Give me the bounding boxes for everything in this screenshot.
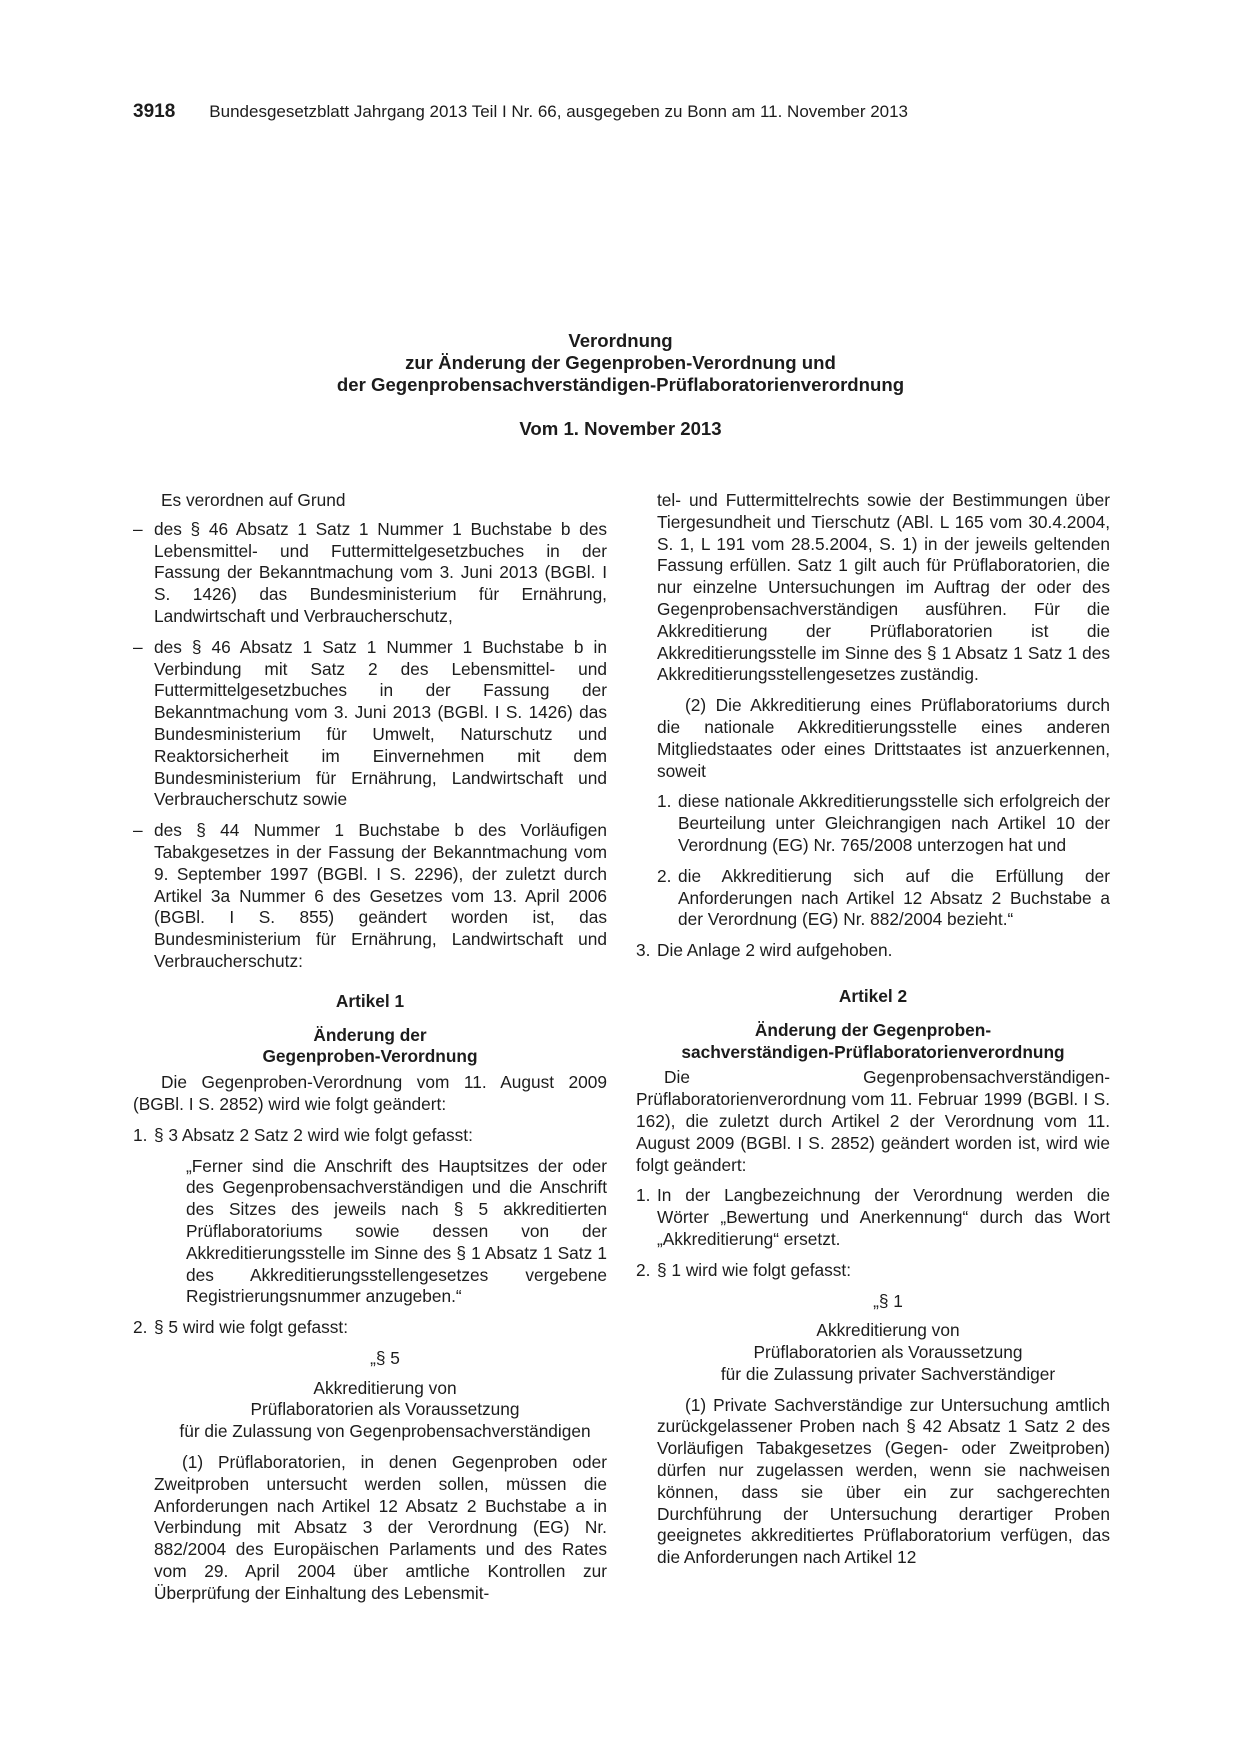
legal-basis-text: des § 46 Absatz 1 Satz 1 Nummer 1 Buchstabe b in Verbindung mit Satz 2 des Lebensmittel- und Futtermittelgesetzbuches in der Fassung der Bekanntmachung vom 3. Juni 2013 (BGBl. I S. 1426) das Bundesministerium für Umwelt, Naturschutz und Reaktorsicherheit im Einvernehmen mit dem Bundesministerium für Ernährung, Landwirtschaft und Verbraucherschutz sowie <box>154 636 607 810</box>
article-2-title-line-1: Änderung der Gegenproben- <box>754 1019 992 1040</box>
section-paragraph-2: (2) Die Akkreditierung eines Prüflaboratoriums durch die nationale Akkreditierungsstelle eines anderen Mitgliedstaates oder eines Drittstaates ist anzuerkennen, soweit <box>657 695 1110 781</box>
condition-text: diese nationale Akkreditierungsstelle sich erfolgreich der Beurteilung unter Gleichrangigen nach Artikel 10 der Verordnung (EG) Nr. 765/2008 unterzogen hat und <box>678 791 1110 855</box>
section-paragraph-1: (1) Private Sachverständige zur Untersuchung amtlich zurückgelassener Proben nach § 42 Absatz 1 Satz 2 des Vorläufigen Tabakgesetzes (Gegen- oder Zweitproben) dürfen nur zugelassen werden, wenn sie nachweisen können, dass sie über ein zur sachgerechten Durchführung der Untersuchung derartiger Proben geeignetes akkreditiertes Prüflaboratorium verfügen, das die Anforderungen nach Artikel 12 <box>657 1394 1110 1568</box>
item-number: 1. <box>657 791 672 812</box>
legal-basis-text: des § 46 Absatz 1 Satz 1 Nummer 1 Buchstabe b des Lebensmittel- und Futtermittelgesetzbuches in der Fassung der Bekanntmachung vom 3. Juni 2013 (BGBl. I S. 1426) das Bundesministerium für Ernährung, Landwirtschaft und Verbraucherschutz, <box>154 518 607 626</box>
article-1-heading: Artikel 1 <box>335 990 405 1011</box>
title-line-2: zur Änderung der Gegenproben-Verordnung und <box>405 352 836 373</box>
article-1-intro: Die Gegenproben-Verordnung vom 11. August 2009 (BGBl. I S. 2852) wird wie folgt geändert: <box>133 1072 607 1114</box>
section-sign: „§ 5 <box>370 1347 400 1368</box>
section-title-line-3: für die Zulassung von Gegenprobensachverständigen <box>179 1421 591 1442</box>
section-paragraph-1-continued: tel- und Futtermittelrechts sowie der Bestimmungen über Tiergesundheit und Tierschutz (ABl. L 165 vom 30.4.2004, S. 1, L 191 vom 28.5.2004, S. 1) in der jeweils geltenden Fassung erfüllen. Satz 1 gilt auch für Prüflaboratorien, die nur einzelne Untersuchungen im Auftrag der oder des Gegenprobensachverständigen ausführen. Für die Akkreditierung der Prüflaboratorien ist die Akkreditierungsstelle im Sinne des § 1 Absatz 1 Satz 1 des Akkreditierungsstellengesetzes zuständig. <box>657 490 1110 685</box>
amendment-quote: „Ferner sind die Anschrift des Hauptsitzes der oder des Gegenprobensachverständigen und die Anschrift des Sitzes des jeweils nach § 5 akkreditierten Prüflaboratoriums sowie dessen von der Akkreditierungsstelle im Sinne des § 1 Absatz 1 Satz 1 des Akkreditierungsstellengesetzes vergebene Registrierungsnummer anzugeben.“ <box>186 1155 607 1307</box>
document-title <box>0 330 1241 440</box>
intro-text: Es verordnen auf Grund <box>161 490 346 510</box>
item-number: 2. <box>133 1317 148 1338</box>
legal-basis-item-3 <box>133 820 607 973</box>
section-title-line-1: Akkreditierung von <box>313 1377 457 1398</box>
section-sign: „§ 1 <box>873 1290 903 1311</box>
amendment-text: § 3 Absatz 2 Satz 2 wird wie folgt gefasst: <box>154 1124 473 1145</box>
condition-item-2 <box>657 866 1110 931</box>
amendment-text: § 1 wird wie folgt gefasst: <box>657 1259 852 1280</box>
article-1-title-line-1: Änderung der <box>313 1024 427 1045</box>
dash-marker: – <box>133 820 143 841</box>
legal-basis-item-2 <box>133 637 607 811</box>
item-number: 2. <box>636 1259 651 1280</box>
section-title-line-1: Akkreditierung von <box>816 1320 960 1341</box>
amendment-text: § 5 wird wie folgt gefasst: <box>154 1317 349 1338</box>
title-line-3: der Gegenprobensachverständigen-Prüflaboratorienverordnung <box>336 374 905 395</box>
right-column <box>636 490 1110 1569</box>
document-date: Vom 1. November 2013 <box>519 418 722 439</box>
item-number: 3. <box>636 940 651 961</box>
left-column <box>133 490 607 1605</box>
amendment-item-3 <box>636 940 1110 962</box>
legal-basis-item-1 <box>133 519 607 628</box>
item-number: 2. <box>657 865 672 886</box>
amendment-item-1 <box>636 1185 1110 1250</box>
page-number: 3918 <box>133 101 176 122</box>
publication-line: Bundesgesetzblatt Jahrgang 2013 Teil I Nr. 66, ausgegeben zu Bonn am 11. November 2013 <box>209 102 909 121</box>
legal-basis-text: des § 44 Nummer 1 Buchstabe b des Vorläufigen Tabakgesetzes in der Fassung der Bekanntmachung vom 9. September 1997 (BGBl. I S. 2296), der zuletzt durch Artikel 3a Nummer 6 des Gesetzes vom 13. April 2006 (BGBl. I S. 855) geändert worden ist, das Bundesministerium für Ernährung, Landwirtschaft und Verbraucherschutz: <box>154 820 607 971</box>
condition-item-1 <box>657 791 1110 856</box>
amendment-item-1 <box>133 1125 607 1147</box>
title-line-1: Verordnung <box>568 330 673 351</box>
section-paragraph-1: (1) Prüflaboratorien, in denen Gegenproben oder Zweitproben untersucht werden sollen, müssen die Anforderungen nach Artikel 12 Absatz 2 Buchstabe a in Verbindung mit Absatz 3 der Verordnung (EG) Nr. 882/2004 des Europäischen Parlaments und des Rates vom 29. April 2004 über amtliche Kontrollen zur Überprüfung der Einhaltung des Lebensmit- <box>154 1452 607 1603</box>
condition-text: die Akkreditierung sich auf die Erfüllung der Anforderungen nach Artikel 12 Absatz 2 Buchstabe a der Verordnung (EG) Nr. 882/2004 bezieht.“ <box>678 865 1110 930</box>
amendment-item-2 <box>636 1260 1110 1282</box>
dash-marker: – <box>133 518 143 539</box>
page-header <box>133 100 1141 124</box>
article-1-title-line-2: Gegenproben-Verordnung <box>262 1046 478 1067</box>
dash-marker: – <box>133 636 143 657</box>
section-title-line-2: Prüflaboratorien als Voraussetzung <box>753 1342 1023 1363</box>
item-number: 1. <box>133 1124 148 1145</box>
article-2-title-line-2: sachverständigen-Prüflaboratorienverordnung <box>681 1041 1065 1062</box>
article-2-intro: Die Gegenprobensachverständigen-Prüflaboratorienverordnung vom 11. Februar 1999 (BGBl. I S. 162), die zuletzt durch Artikel 2 der Verordnung vom 11. August 2009 (BGBl. I S. 2852) geändert worden ist, wird wie folgt geändert: <box>636 1067 1110 1175</box>
section-title-line-2: Prüflaboratorien als Voraussetzung <box>250 1399 520 1420</box>
item-number: 1. <box>636 1185 651 1206</box>
amendment-item-2 <box>133 1317 607 1339</box>
article-2-heading: Artikel 2 <box>838 985 908 1006</box>
section-title-line-3: für die Zulassung privater Sachverständiger <box>720 1363 1056 1384</box>
amendment-text: Die Anlage 2 wird aufgehoben. <box>657 940 893 961</box>
amendment-text: In der Langbezeichnung der Verordnung werden die Wörter „Bewertung und Anerkennung“ durch das Wort „Akkreditierung“ ersetzt. <box>657 1185 1110 1249</box>
